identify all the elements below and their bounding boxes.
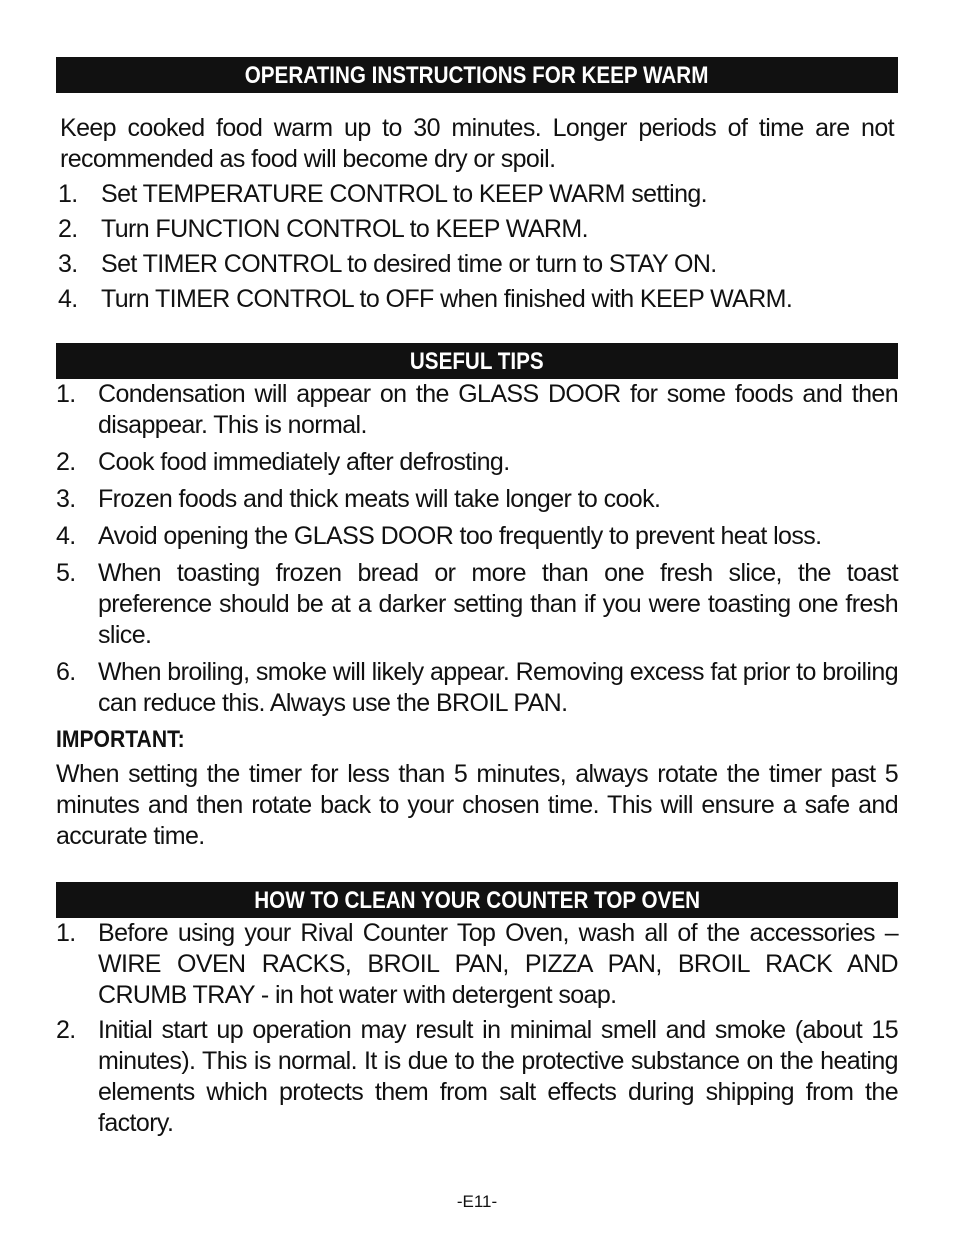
list-text: Cook food immediately after defrosting. [98, 448, 510, 476]
list-item [56, 249, 898, 280]
list-item [56, 521, 898, 552]
list-number: 5. [56, 559, 76, 587]
list-item [56, 284, 898, 315]
list-number: 3. [58, 250, 78, 278]
list-number: 2. [58, 215, 78, 243]
list-item [56, 918, 898, 1011]
cleaning-header [56, 882, 898, 918]
list-number: 6. [56, 658, 76, 686]
list-text: Turn FUNCTION CONTROL to KEEP WARM. [101, 215, 588, 243]
list-number: 3. [56, 485, 76, 513]
list-text: Initial start up operation may result in minimal smell and smoke (about 15 minutes). This is normal. It is due to the protective substance on the heating elements which protects them from salt effects during shipping from the factory. [98, 1016, 898, 1137]
list-number: 1. [56, 380, 76, 408]
list-text: Avoid opening the GLASS DOOR too frequently to prevent heat loss. [98, 522, 822, 550]
list-item [56, 179, 898, 210]
list-item [56, 657, 898, 719]
list-text: Set TIMER CONTROL to desired time or turn to STAY ON. [101, 250, 717, 278]
page-number: -E11- [456, 1192, 498, 1211]
important-text: When setting the timer for less than 5 minutes, always rotate the timer past 5 minutes and then rotate back to your chosen time. This will ensure a safe and accurate time. [56, 760, 898, 850]
list-text: Before using your Rival Counter Top Oven, wash all of the accessories – WIRE OVEN RACKS, BROIL PAN, PIZZA PAN, BROIL RACK AND CRUMB TRAY - in hot water with detergent soap. [98, 919, 898, 1009]
useful-tips-header-text: USEFUL TIPS [410, 348, 544, 375]
document-page [56, 57, 898, 1143]
important-label [56, 725, 898, 755]
list-item [56, 484, 898, 515]
list-text: When broiling, smoke will likely appear. Removing excess fat prior to broiling can reduce this. Always use the BROIL PAN. [98, 658, 898, 717]
list-text: Condensation will appear on the GLASS DOOR for some foods and then disappear. This is normal. [98, 380, 898, 439]
list-item [56, 379, 898, 441]
list-number: 4. [58, 285, 78, 313]
keep-warm-header [56, 57, 898, 93]
keep-warm-header-text: OPERATING INSTRUCTIONS FOR KEEP WARM [245, 62, 709, 89]
keep-warm-steps [56, 179, 898, 315]
list-item [56, 1015, 898, 1139]
list-number: 2. [56, 448, 76, 476]
list-number: 2. [56, 1016, 76, 1044]
keep-warm-intro: Keep cooked food warm up to 30 minutes. Longer periods of time are not recommended as food will become dry or spoil. [60, 114, 894, 173]
list-text: Frozen foods and thick meats will take longer to cook. [98, 485, 661, 513]
important-label-text: IMPORTANT: [56, 726, 185, 753]
cleaning-header-text: HOW TO CLEAN YOUR COUNTER TOP OVEN [254, 887, 700, 914]
list-item [56, 447, 898, 478]
list-number: 1. [56, 919, 76, 947]
list-item [56, 558, 898, 651]
useful-tips-header [56, 343, 898, 379]
list-text: When toasting frozen bread or more than one fresh slice, the toast preference should be at a darker setting than if you were toasting one fresh slice. [98, 559, 898, 649]
list-text: Set TEMPERATURE CONTROL to KEEP WARM setting. [101, 180, 708, 208]
list-number: 4. [56, 522, 76, 550]
list-item [56, 214, 898, 245]
cleaning-list [56, 918, 898, 1139]
list-text: Turn TIMER CONTROL to OFF when finished with KEEP WARM. [101, 285, 793, 313]
list-number: 1. [58, 180, 78, 208]
useful-tips-list [56, 379, 898, 719]
